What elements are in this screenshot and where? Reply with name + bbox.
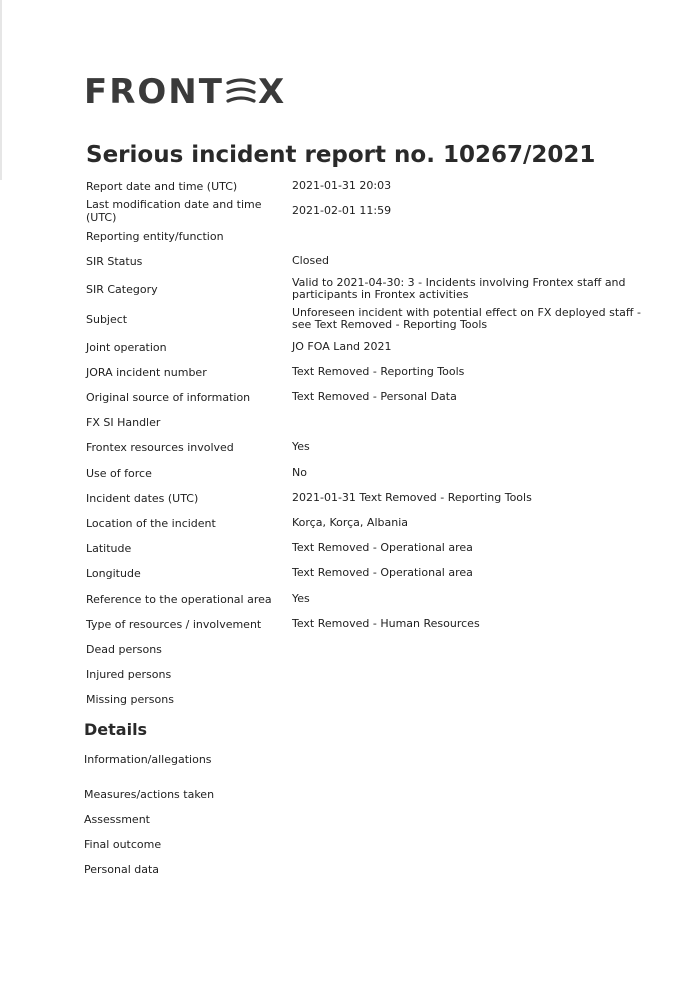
field-location [86,511,666,535]
details-final-outcome: Final outcome [84,837,162,851]
field-label: Original source of information [86,390,251,404]
field-value [292,687,662,711]
field-label: Type of resources / involvement [86,617,262,631]
logo-text-start: FRONT [84,72,224,112]
field-label: Reporting entity/function [86,229,224,243]
scan-edge-shadow [0,0,2,180]
field-label: Location of the incident [86,516,216,530]
field-report-date [86,174,666,198]
details-information-allegations: Information/allegations [84,752,212,766]
field-label: SIR Status [86,254,143,268]
details-measures-actions: Measures/actions taken [84,787,215,801]
field-type-of-resources [86,612,666,636]
field-reporting-entity [86,224,666,248]
field-value: 2021-01-31 20:03 [292,179,392,192]
field-fx-si-handler [86,410,666,434]
frontex-logo [84,72,286,112]
field-value: Text Removed - Reporting Tools [292,365,465,378]
field-longitude [86,561,666,585]
field-label: Use of force [86,466,152,480]
field-value: Text Removed - Human Resources [292,617,480,630]
field-value: Yes [292,440,310,453]
field-frontex-resources [86,435,666,459]
field-missing-persons [86,687,666,711]
field-value: JO FOA Land 2021 [292,340,392,353]
field-jora-incident-number [86,360,666,384]
field-label: Dead persons [86,642,162,656]
field-value: 2021-02-01 11:59 [292,204,392,217]
field-original-source [86,385,666,409]
field-label: Incident dates (UTC) [86,491,199,505]
logo-text-end: X [257,72,287,112]
field-label: Longitude [86,566,141,580]
field-subject [86,307,666,331]
field-value: Text Removed - Operational area [292,541,473,554]
field-label: Reference to the operational area [86,592,272,606]
field-value [292,637,662,661]
details-personal-data: Personal data [84,862,160,876]
field-value: Closed [292,254,329,267]
field-label: JORA incident number [86,365,207,379]
field-label: Missing persons [86,692,174,706]
field-use-of-force [86,461,666,485]
field-value: Valid to 2021-04-30: 3 - Incidents involving Frontex staff and participants in Frontex activities [292,276,626,301]
field-value [292,410,662,434]
field-value: Text Removed - Operational area [292,566,473,579]
field-label: Frontex resources involved [86,440,234,454]
field-value: Korça, Korça, Albania [292,516,408,529]
field-label: Report date and time (UTC) [86,179,238,193]
field-label: Last modification date and time (UTC) [86,198,262,224]
field-sir-category [86,277,666,301]
field-value: Unforeseen incident with potential effect on FX deployed staff - see Text Removed - Reporting Tools [292,306,641,331]
field-label: Latitude [86,541,132,555]
field-value: 2021-01-31 Text Removed - Reporting Tools [292,491,532,504]
field-label: Injured persons [86,667,172,681]
report-title: Serious incident report no. 10267/2021 [86,142,596,168]
details-assessment: Assessment [84,812,150,826]
field-sir-status [86,249,666,273]
field-joint-operation [86,335,666,359]
field-last-modification [86,199,666,223]
field-latitude [86,536,666,560]
field-incident-dates [86,486,666,510]
field-value: Yes [292,592,310,605]
field-value [292,224,662,248]
field-value: Text Removed - Personal Data [292,390,457,403]
field-label: SIR Category [86,282,158,296]
field-value: No [292,466,307,479]
field-dead-persons [86,637,666,661]
logo-e-mark [226,77,256,107]
field-injured-persons [86,662,666,686]
field-operational-area-reference [86,587,666,611]
details-heading: Details [84,720,148,739]
field-value [292,662,662,686]
field-label: Subject [86,312,128,326]
field-label: FX SI Handler [86,415,161,429]
field-label: Joint operation [86,340,167,354]
